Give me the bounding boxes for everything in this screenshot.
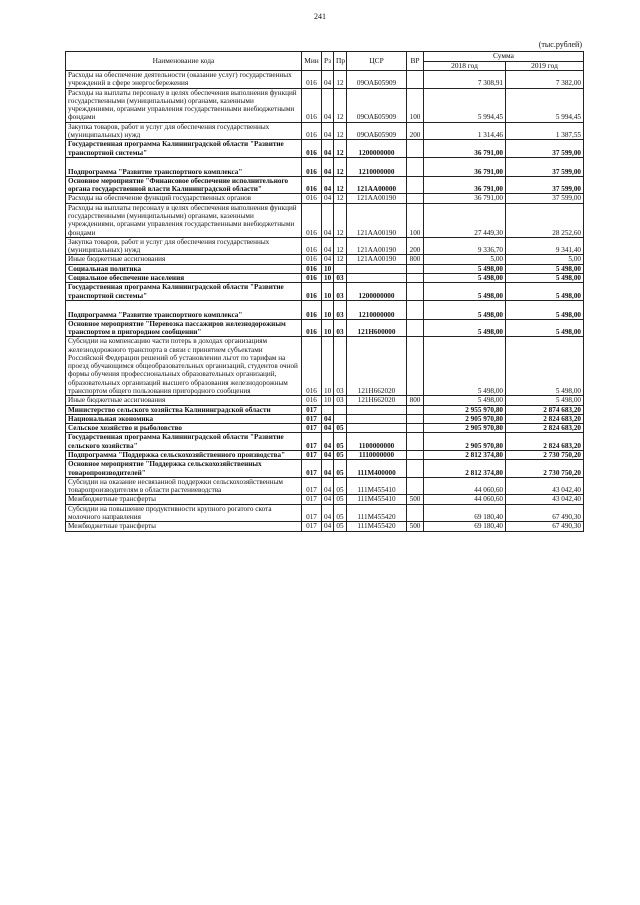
cell-v2019: 37 599,00 <box>506 157 584 176</box>
cell-vr <box>407 460 424 478</box>
cell-pr: 05 <box>334 424 347 433</box>
cell-v2018: 5 498,00 <box>424 300 506 319</box>
cell-v2018: 44 060,60 <box>424 477 506 495</box>
cell-rz: 10 <box>322 264 334 273</box>
cell-vr <box>407 414 424 423</box>
cell-v2018: 69 180,40 <box>424 522 506 531</box>
cell-v2019: 37 599,00 <box>506 194 584 203</box>
cell-csr: 1210000000 <box>347 300 407 319</box>
cell-vr: 100 <box>407 88 424 122</box>
cell-name: Сельское хозяйство и рыболовство <box>66 424 302 433</box>
budget-table <box>65 51 584 532</box>
cell-v2019: 5,00 <box>506 255 584 264</box>
cell-min: 016 <box>302 88 322 122</box>
table-row <box>66 300 584 319</box>
cell-name: Государственная программа Калининградской области "Развитие сельского хозяйства" <box>66 433 302 451</box>
cell-csr: 1100000000 <box>347 433 407 451</box>
cell-pr: 03 <box>334 319 347 337</box>
cell-pr: 03 <box>334 396 347 405</box>
cell-v2018: 2 905 970,80 <box>424 433 506 451</box>
cell-vr: 500 <box>407 495 424 504</box>
cell-csr: 09ОАБ05909 <box>347 71 407 89</box>
cell-pr: 03 <box>334 283 347 301</box>
cell-vr <box>407 300 424 319</box>
cell-csr: 1210000000 <box>347 157 407 176</box>
cell-min: 016 <box>302 300 322 319</box>
cell-v2018: 36 791,00 <box>424 194 506 203</box>
cell-v2019: 5 498,00 <box>506 396 584 405</box>
cell-vr: 200 <box>407 237 424 255</box>
cell-name: Государственная программа Калининградской области "Развитие транспортной системы" <box>66 140 302 158</box>
cell-v2019: 5 498,00 <box>506 273 584 282</box>
cell-csr: 111М455410 <box>347 477 407 495</box>
cell-vr <box>407 140 424 158</box>
cell-pr: 05 <box>334 433 347 451</box>
cell-min: 016 <box>302 122 322 140</box>
cell-vr <box>407 264 424 273</box>
cell-min: 016 <box>302 203 322 237</box>
cell-csr: 121Н662020 <box>347 396 407 405</box>
cell-pr <box>334 405 347 414</box>
table-row <box>66 495 584 504</box>
cell-vr <box>407 176 424 194</box>
cell-min: 016 <box>302 337 322 396</box>
cell-pr: 05 <box>334 495 347 504</box>
cell-v2018: 2 955 970,80 <box>424 405 506 414</box>
cell-name: Социальное обеспечение населения <box>66 273 302 282</box>
cell-v2018: 5 498,00 <box>424 283 506 301</box>
cell-min: 017 <box>302 414 322 423</box>
cell-vr <box>407 194 424 203</box>
cell-rz: 04 <box>322 433 334 451</box>
cell-v2019: 2 730 750,20 <box>506 460 584 478</box>
table-row <box>66 396 584 405</box>
table-row <box>66 424 584 433</box>
cell-csr: 1200000000 <box>347 140 407 158</box>
table-row <box>66 451 584 460</box>
cell-name: Основное мероприятие "Поддержка сельскохозяйственных товаропроизводителей" <box>66 460 302 478</box>
cell-rz: 04 <box>322 504 334 522</box>
cell-pr: 05 <box>334 504 347 522</box>
cell-name: Подпрограмма "Развитие транспортного комплекса" <box>66 300 302 319</box>
cell-rz: 04 <box>322 71 334 89</box>
cell-v2018: 1 314,46 <box>424 122 506 140</box>
cell-csr: 121АА00190 <box>347 255 407 264</box>
cell-vr: 100 <box>407 203 424 237</box>
table-row <box>66 237 584 255</box>
cell-v2019: 9 341,40 <box>506 237 584 255</box>
table-row <box>66 504 584 522</box>
cell-min: 017 <box>302 451 322 460</box>
cell-csr: 111М455420 <box>347 522 407 531</box>
cell-csr: 121АА00190 <box>347 237 407 255</box>
cell-vr: 500 <box>407 522 424 531</box>
cell-v2019: 5 498,00 <box>506 264 584 273</box>
cell-pr <box>334 264 347 273</box>
cell-v2019: 67 490,30 <box>506 504 584 522</box>
cell-v2019: 67 490,30 <box>506 522 584 531</box>
cell-rz: 04 <box>322 194 334 203</box>
header-csr: ЦСР <box>347 52 407 71</box>
cell-pr: 12 <box>334 88 347 122</box>
cell-name: Межбюджетные трансферты <box>66 495 302 504</box>
cell-csr: 111М455410 <box>347 495 407 504</box>
cell-rz: 10 <box>322 283 334 301</box>
table-row <box>66 477 584 495</box>
cell-vr <box>407 405 424 414</box>
table-row <box>66 88 584 122</box>
cell-vr <box>407 273 424 282</box>
cell-v2019: 5 994,45 <box>506 88 584 122</box>
cell-min: 017 <box>302 405 322 414</box>
cell-v2019: 5 498,00 <box>506 283 584 301</box>
cell-rz: 04 <box>322 237 334 255</box>
table-row <box>66 157 584 176</box>
cell-rz: 04 <box>322 140 334 158</box>
cell-pr: 03 <box>334 337 347 396</box>
cell-rz: 04 <box>322 414 334 423</box>
cell-v2019: 2 824 683,20 <box>506 414 584 423</box>
table-row <box>66 176 584 194</box>
cell-min: 016 <box>302 140 322 158</box>
cell-pr: 05 <box>334 522 347 531</box>
cell-v2018: 5 994,45 <box>424 88 506 122</box>
cell-name: Подпрограмма "Развитие транспортного комплекса" <box>66 157 302 176</box>
cell-name: Национальная экономика <box>66 414 302 423</box>
cell-name: Закупка товаров, работ и услуг для обеспечения государственных (муниципальных) нужд <box>66 237 302 255</box>
table-row <box>66 255 584 264</box>
cell-v2019: 5 498,00 <box>506 300 584 319</box>
cell-name: Расходы на выплаты персоналу в целях обеспечения выполнения функций государственными (муниципальными) органами, казенными учреждениями, органами управления государственными внебюджетными фондами <box>66 88 302 122</box>
cell-pr: 12 <box>334 237 347 255</box>
cell-v2019: 2 874 683,20 <box>506 405 584 414</box>
cell-rz: 04 <box>322 424 334 433</box>
cell-name: Расходы на выплаты персоналу в целях обеспечения выполнения функций государственными (муниципальными) органами, казенными учреждениями, органами управления государственными внебюджетными фондами <box>66 203 302 237</box>
cell-min: 016 <box>302 319 322 337</box>
cell-pr: 12 <box>334 194 347 203</box>
cell-v2019: 2 730 750,20 <box>506 451 584 460</box>
cell-name: Расходы на обеспечение деятельности (оказание услуг) государственных учреждений в сфере энергосбережения <box>66 71 302 89</box>
cell-pr <box>334 414 347 423</box>
header-name: Наименование кода <box>66 52 302 71</box>
header-2018: 2018 год <box>424 61 506 71</box>
cell-csr <box>347 273 407 282</box>
cell-v2018: 69 180,40 <box>424 504 506 522</box>
cell-rz: 10 <box>322 273 334 282</box>
cell-vr: 800 <box>407 396 424 405</box>
cell-rz: 04 <box>322 522 334 531</box>
table-row <box>66 460 584 478</box>
cell-v2019: 37 599,00 <box>506 176 584 194</box>
cell-rz: 10 <box>322 300 334 319</box>
cell-v2018: 2 812 374,80 <box>424 460 506 478</box>
cell-pr: 03 <box>334 273 347 282</box>
cell-min: 016 <box>302 264 322 273</box>
cell-rz: 04 <box>322 495 334 504</box>
cell-v2018: 5 498,00 <box>424 264 506 273</box>
cell-min: 016 <box>302 396 322 405</box>
table-row <box>66 283 584 301</box>
cell-v2018: 44 060,60 <box>424 495 506 504</box>
table-row <box>66 337 584 396</box>
cell-csr: 09ОАБ05909 <box>347 122 407 140</box>
cell-name: Расходы на обеспечение функций государственных органов <box>66 194 302 203</box>
table-row <box>66 140 584 158</box>
header-rz: Рз <box>322 52 334 71</box>
cell-name: Основное мероприятие "Перевозка пассажиров железнодорожным транспортом в пригородном сообщении" <box>66 319 302 337</box>
table-row <box>66 203 584 237</box>
cell-v2018: 5 498,00 <box>424 396 506 405</box>
cell-vr <box>407 71 424 89</box>
cell-v2019: 37 599,00 <box>506 140 584 158</box>
cell-csr: 1200000000 <box>347 283 407 301</box>
cell-min: 016 <box>302 273 322 282</box>
cell-v2018: 36 791,00 <box>424 140 506 158</box>
cell-vr <box>407 504 424 522</box>
cell-vr <box>407 424 424 433</box>
cell-name: Межбюджетные трансферты <box>66 522 302 531</box>
cell-v2018: 5 498,00 <box>424 273 506 282</box>
cell-vr <box>407 283 424 301</box>
cell-name: Иные бюджетные ассигнования <box>66 255 302 264</box>
cell-v2019: 5 498,00 <box>506 337 584 396</box>
cell-csr: 1110000000 <box>347 451 407 460</box>
cell-min: 017 <box>302 424 322 433</box>
cell-rz: 04 <box>322 122 334 140</box>
cell-vr <box>407 433 424 451</box>
cell-v2018: 5,00 <box>424 255 506 264</box>
cell-csr: 121Н600000 <box>347 319 407 337</box>
cell-v2018: 2 812 374,80 <box>424 451 506 460</box>
cell-min: 017 <box>302 477 322 495</box>
cell-v2019: 43 042,40 <box>506 495 584 504</box>
table-row <box>66 264 584 273</box>
cell-min: 016 <box>302 255 322 264</box>
cell-csr: 121Н662020 <box>347 337 407 396</box>
cell-v2018: 36 791,00 <box>424 157 506 176</box>
cell-name: Социальная политика <box>66 264 302 273</box>
table-row <box>66 71 584 89</box>
cell-v2019: 43 042,40 <box>506 477 584 495</box>
page-number: 241 <box>314 12 326 21</box>
units-label: (тыс.рублей) <box>538 40 582 49</box>
cell-min: 017 <box>302 504 322 522</box>
cell-min: 017 <box>302 495 322 504</box>
cell-pr: 12 <box>334 203 347 237</box>
table-row <box>66 414 584 423</box>
table-body <box>66 71 584 532</box>
table-row <box>66 433 584 451</box>
cell-csr: 121АА00000 <box>347 176 407 194</box>
cell-min: 016 <box>302 176 322 194</box>
cell-min: 016 <box>302 194 322 203</box>
cell-name: Субсидии на повышение продуктивности крупного рогатого скота молочного направления <box>66 504 302 522</box>
table-row <box>66 122 584 140</box>
cell-vr <box>407 337 424 396</box>
cell-v2018: 5 498,00 <box>424 319 506 337</box>
cell-rz: 04 <box>322 255 334 264</box>
cell-name: Подпрограмма "Поддержка сельскохозяйственного производства" <box>66 451 302 460</box>
header-sum: Сумма <box>424 52 584 62</box>
cell-rz: 10 <box>322 337 334 396</box>
cell-vr <box>407 451 424 460</box>
cell-csr: 111М455420 <box>347 504 407 522</box>
header-2019: 2019 год <box>506 61 584 71</box>
cell-pr: 12 <box>334 255 347 264</box>
cell-pr: 03 <box>334 300 347 319</box>
cell-csr <box>347 405 407 414</box>
cell-pr: 12 <box>334 122 347 140</box>
cell-csr <box>347 414 407 423</box>
cell-min: 016 <box>302 157 322 176</box>
cell-v2018: 7 308,91 <box>424 71 506 89</box>
cell-name: Основное мероприятие "Финансовое обеспечение исполнительного органа государственной власти Калининградской области" <box>66 176 302 194</box>
cell-v2018: 2 905 970,80 <box>424 414 506 423</box>
cell-v2019: 28 252,60 <box>506 203 584 237</box>
cell-v2019: 5 498,00 <box>506 319 584 337</box>
cell-v2018: 5 498,00 <box>424 337 506 396</box>
cell-rz: 04 <box>322 157 334 176</box>
cell-v2019: 2 824 683,20 <box>506 433 584 451</box>
header-min: Мин <box>302 52 322 71</box>
cell-min: 017 <box>302 522 322 531</box>
cell-rz <box>322 405 334 414</box>
cell-v2019: 7 382,00 <box>506 71 584 89</box>
cell-v2019: 1 387,55 <box>506 122 584 140</box>
cell-pr: 12 <box>334 71 347 89</box>
cell-rz: 04 <box>322 460 334 478</box>
cell-name: Закупка товаров, работ и услуг для обеспечения государственных (муниципальных) нужд <box>66 122 302 140</box>
cell-vr <box>407 319 424 337</box>
cell-name: Субсидии на оказание несвязанной поддержки сельскохозяйственным товаропроизводителям в области растениеводства <box>66 477 302 495</box>
cell-vr <box>407 477 424 495</box>
header-pr: Пр <box>334 52 347 71</box>
cell-min: 016 <box>302 237 322 255</box>
table-row <box>66 405 584 414</box>
cell-min: 017 <box>302 433 322 451</box>
cell-pr: 05 <box>334 477 347 495</box>
table-row <box>66 194 584 203</box>
cell-vr: 800 <box>407 255 424 264</box>
header-vr: ВР <box>407 52 424 71</box>
table-header <box>66 52 584 71</box>
cell-name: Иные бюджетные ассигнования <box>66 396 302 405</box>
cell-csr <box>347 264 407 273</box>
cell-name: Министерство сельского хозяйства Калининградской области <box>66 405 302 414</box>
cell-name: Субсидии на компенсацию части потерь в доходах организациям железнодорожного транспорта в связи с принятием субъектами Российской Федерации решений об установлении льгот по тарифам на проезд обучающимся общеобразовательных организаций, студентов очной формы обучения профессиональных образовательных организаций, образовательных организаций высшего образования железнодорожным транспортом общего пользования пригородного сообщения <box>66 337 302 396</box>
cell-pr: 12 <box>334 157 347 176</box>
cell-rz: 04 <box>322 88 334 122</box>
cell-pr: 12 <box>334 140 347 158</box>
table-row <box>66 273 584 282</box>
cell-pr: 12 <box>334 176 347 194</box>
cell-vr <box>407 157 424 176</box>
cell-rz: 04 <box>322 451 334 460</box>
cell-csr: 111М400000 <box>347 460 407 478</box>
cell-pr: 05 <box>334 451 347 460</box>
cell-csr: 09ОАБ05909 <box>347 88 407 122</box>
cell-v2018: 36 791,00 <box>424 176 506 194</box>
cell-rz: 10 <box>322 319 334 337</box>
table-row <box>66 522 584 531</box>
cell-v2018: 2 905 970,80 <box>424 424 506 433</box>
cell-pr: 05 <box>334 460 347 478</box>
cell-name: Государственная программа Калининградской области "Развитие транспортной системы" <box>66 283 302 301</box>
cell-v2018: 27 449,30 <box>424 203 506 237</box>
table-row <box>66 319 584 337</box>
cell-min: 017 <box>302 460 322 478</box>
cell-v2018: 9 336,70 <box>424 237 506 255</box>
cell-csr: 121АА00190 <box>347 203 407 237</box>
cell-csr: 121АА00190 <box>347 194 407 203</box>
cell-vr: 200 <box>407 122 424 140</box>
cell-v2019: 2 824 683,20 <box>506 424 584 433</box>
cell-rz: 04 <box>322 203 334 237</box>
cell-rz: 04 <box>322 477 334 495</box>
cell-csr <box>347 424 407 433</box>
cell-min: 016 <box>302 283 322 301</box>
cell-rz: 04 <box>322 176 334 194</box>
cell-rz: 10 <box>322 396 334 405</box>
cell-min: 016 <box>302 71 322 89</box>
